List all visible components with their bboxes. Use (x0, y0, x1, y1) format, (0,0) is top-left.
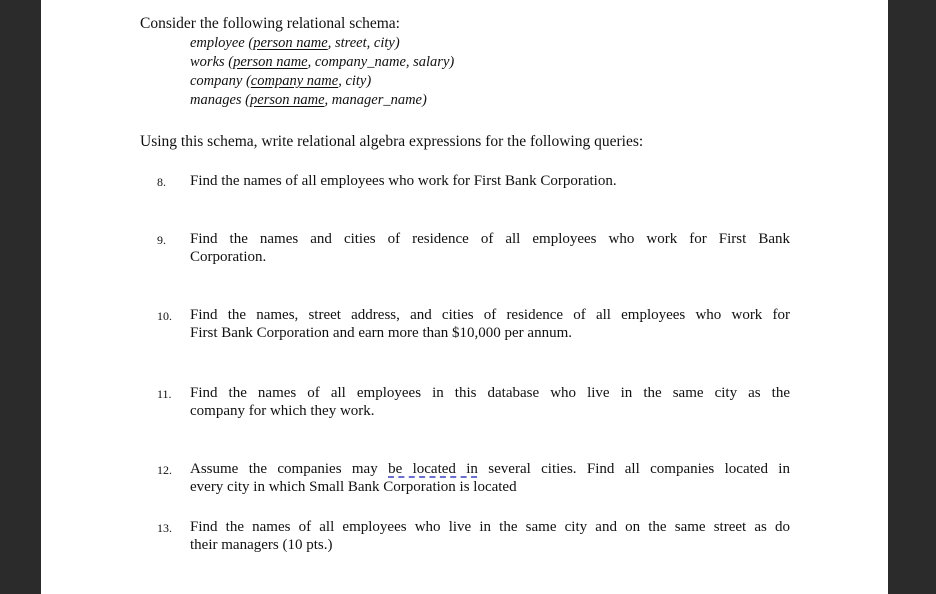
question-text: Find the names of all employees who live in the same city and on the same street as do their managers (10 pts.) (190, 519, 790, 553)
question-number: 11. (157, 387, 172, 401)
schema-key: company name (250, 73, 339, 89)
question-text: Find the names and cities of residence of all employees who work for First Bank Corporation. (190, 231, 790, 265)
schema-key: person name (253, 35, 328, 51)
question-number: 12. (157, 463, 172, 477)
schema-key: person name (233, 54, 308, 70)
intro-text: Consider the following relational schema: (140, 15, 400, 32)
schema-key: person name (250, 92, 325, 108)
question-text: Find the names of all employees in this database who live in the same city as the company for which they work. (190, 385, 790, 419)
grammar-check-underline[interactable]: be located in (388, 461, 478, 477)
schema-manages: manages (person name, manager_name) (190, 92, 427, 108)
document-body (41, 0, 888, 594)
question-text: Find the names, street address, and cities of residence of all employees who work for First Bank Corporation and earn more than $10,000 per annum. (190, 307, 790, 341)
schema-works: works (person name, company_name, salary) (190, 54, 455, 70)
question-number: 10. (157, 309, 172, 323)
question-number: 13. (157, 521, 172, 535)
document-page (41, 0, 888, 594)
schema-company: company (company name, city) (190, 73, 372, 89)
schema-employee: employee (person name, street, city) (190, 35, 400, 51)
question-number: 9. (157, 233, 166, 247)
lead-text: Using this schema, write relational algebra expressions for the following queries: (140, 133, 644, 150)
question-text: Find the names of all employees who work for First Bank Corporation. (190, 173, 617, 189)
question-number: 8. (157, 175, 166, 189)
question-text: Assume the companies may be located in several cities. Find all companies located in every city in which Small Bank Corporation is located (190, 461, 790, 495)
